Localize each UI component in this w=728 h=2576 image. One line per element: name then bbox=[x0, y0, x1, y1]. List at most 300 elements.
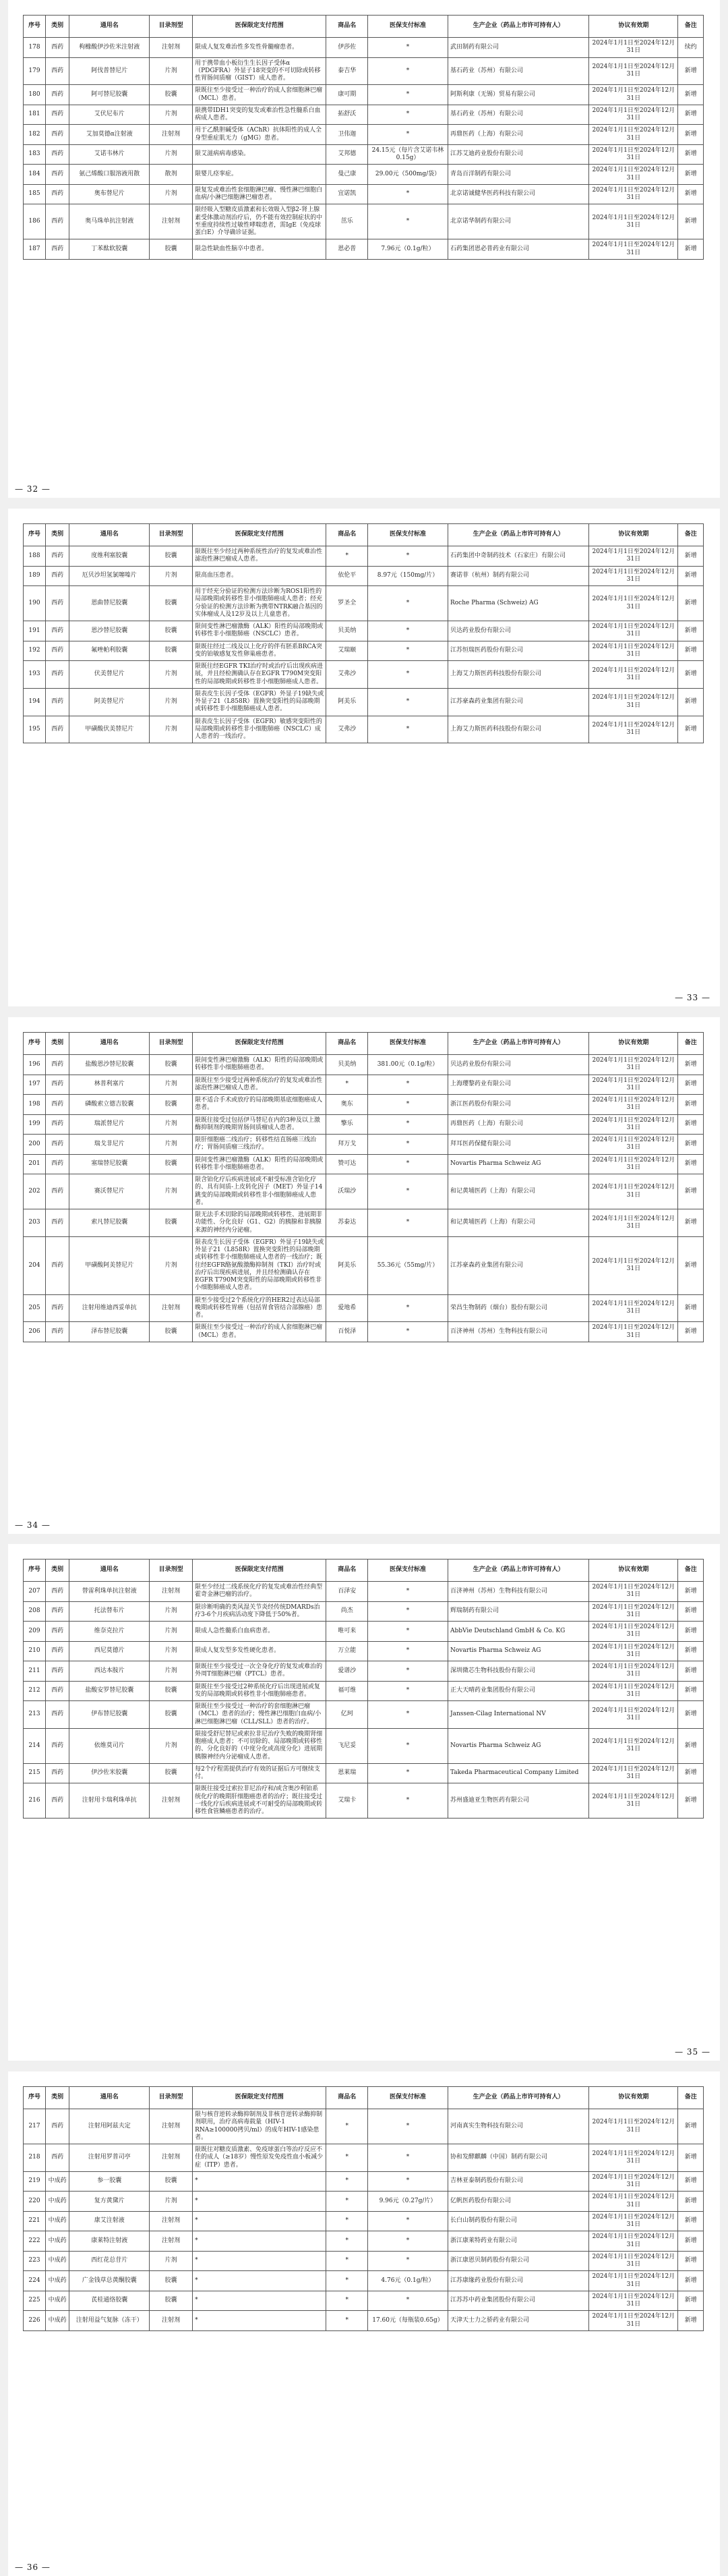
payment-standard-cell: * bbox=[368, 2171, 448, 2192]
generic-name-cell: 恩曲替尼胶囊 bbox=[69, 586, 150, 621]
payment-standard-cell: * bbox=[368, 85, 448, 105]
payment-standard-cell: * bbox=[368, 1641, 448, 1661]
remark-cell: 新增 bbox=[678, 688, 704, 716]
table-row bbox=[24, 2192, 704, 2212]
table-body bbox=[24, 38, 704, 260]
manufacturer-cell: Janssen-Cilag International NV bbox=[448, 1701, 588, 1729]
document-page-36 bbox=[8, 2071, 720, 2576]
coverage-scope-cell: * bbox=[193, 2171, 326, 2192]
manufacturer-cell: 浙江康莱特药业有限公司 bbox=[448, 2231, 588, 2252]
coverage-scope-cell: * bbox=[193, 2211, 326, 2231]
remark-cell: 新增 bbox=[678, 239, 704, 260]
drug-category-cell: 西药 bbox=[46, 1763, 69, 1783]
manufacturer-cell: 百济神州（苏州）生物科技有限公司 bbox=[448, 1322, 588, 1342]
payment-standard-cell: * bbox=[368, 2291, 448, 2311]
row-number-cell: 196 bbox=[24, 1055, 46, 1075]
manufacturer-cell: 正大天晴药业集团股份有限公司 bbox=[448, 1681, 588, 1701]
dosage-form-cell: 胶囊 bbox=[150, 1322, 193, 1342]
dosage-form-cell: 注射剂 bbox=[150, 38, 193, 58]
column-header-agreement-term: 协议有效期 bbox=[589, 1559, 678, 1582]
column-header-row-number: 序号 bbox=[24, 524, 46, 546]
agreement-term-cell: 2024年1月1日至2024年12月31日 bbox=[589, 1174, 678, 1209]
coverage-scope-cell: 限至少接受过2个系统化疗的HER2过表达局部晚期或转移性胃癌（包括胃食管结合部腺癌）患者。 bbox=[193, 1294, 326, 1322]
table-row bbox=[24, 57, 704, 85]
manufacturer-cell: Novartis Pharma Schweiz AG bbox=[448, 1154, 588, 1174]
manufacturer-cell: 青岛百洋制药有限公司 bbox=[448, 165, 588, 185]
column-header-brand-name: 商品名 bbox=[326, 16, 368, 38]
column-header-manufacturer: 生产企业（药品上市许可持有人） bbox=[448, 1559, 588, 1582]
manufacturer-cell: 拜耳医药保健有限公司 bbox=[448, 1135, 588, 1155]
table-row bbox=[24, 38, 704, 58]
table-header-row bbox=[24, 1559, 704, 1582]
agreement-term-cell: 2024年1月1日至2024年12月31日 bbox=[589, 2231, 678, 2252]
manufacturer-cell: 长白山制药股份有限公司 bbox=[448, 2211, 588, 2231]
generic-name-cell: 艾加莫德α注射液 bbox=[69, 125, 150, 145]
document-page-35 bbox=[8, 1544, 720, 2061]
table-row bbox=[24, 165, 704, 185]
dosage-form-cell: 片剂 bbox=[150, 144, 193, 165]
generic-name-cell: 度维利塞胶囊 bbox=[69, 546, 150, 567]
payment-standard-cell: * bbox=[368, 1661, 448, 1682]
generic-name-cell: 丁苯酞软胶囊 bbox=[69, 239, 150, 260]
column-header-brand-name: 商品名 bbox=[326, 1033, 368, 1055]
column-header-coverage-scope: 医保限定支付范围 bbox=[193, 1033, 326, 1055]
remark-cell: 新增 bbox=[678, 2231, 704, 2252]
dosage-form-cell: 片剂 bbox=[150, 2192, 193, 2212]
table-row bbox=[24, 621, 704, 641]
coverage-scope-cell: 限无法手术切除的局部晚期或转移性、进展期非功能性、分化良好（G1、G2）的胰腺和非胰腺来源的神经内分泌瘤。 bbox=[193, 1209, 326, 1237]
generic-name-cell: 枸橼酸伊沙佐米注射液 bbox=[69, 38, 150, 58]
coverage-scope-cell: 限急性缺血性脑卒中患者。 bbox=[193, 239, 326, 260]
column-header-remark: 备注 bbox=[678, 16, 704, 38]
payment-standard-cell: * bbox=[368, 1114, 448, 1135]
agreement-term-cell: 2024年1月1日至2024年12月31日 bbox=[589, 2192, 678, 2212]
table-body bbox=[24, 2109, 704, 2331]
manufacturer-cell: 北京诺华制药有限公司 bbox=[448, 204, 588, 239]
brand-name-cell: 艾邦德 bbox=[326, 144, 368, 165]
dosage-form-cell: 片剂 bbox=[150, 688, 193, 716]
row-number-cell: 214 bbox=[24, 1728, 46, 1763]
agreement-term-cell: 2024年1月1日至2024年12月31日 bbox=[589, 57, 678, 85]
drug-category-cell: 西药 bbox=[46, 641, 69, 661]
table-row bbox=[24, 2251, 704, 2271]
table-row bbox=[24, 566, 704, 586]
coverage-scope-cell: 限艾滋病病毒感染。 bbox=[193, 144, 326, 165]
row-number-cell: 225 bbox=[24, 2291, 46, 2311]
dosage-form-cell: 注射剂 bbox=[150, 2144, 193, 2172]
remark-cell: 新增 bbox=[678, 2311, 704, 2331]
brand-name-cell: 爱谱沙 bbox=[326, 1661, 368, 1682]
column-header-row-number: 序号 bbox=[24, 1559, 46, 1582]
column-header-dosage-form: 目录剂型 bbox=[150, 1033, 193, 1055]
drug-category-cell: 西药 bbox=[46, 105, 69, 125]
remark-cell: 新增 bbox=[678, 716, 704, 743]
generic-name-cell: 维奈克拉片 bbox=[69, 1622, 150, 1642]
agreement-term-cell: 2024年1月1日至2024年12月31日 bbox=[589, 144, 678, 165]
generic-name-cell: 注射用阿兹夫定 bbox=[69, 2109, 150, 2144]
generic-name-cell: 康莱特注射液 bbox=[69, 2231, 150, 2252]
coverage-scope-cell: 限表皮生长因子受体（EGFR）外显子19缺失或外显子21（L858R）置换突变阳性的局部晚期或转移性非小细胞肺癌成人患者。 bbox=[193, 688, 326, 716]
dosage-form-cell: 片剂 bbox=[150, 1622, 193, 1642]
page-number: — 36 — bbox=[15, 2563, 51, 2572]
dosage-form-cell: 片剂 bbox=[150, 105, 193, 125]
dosage-form-cell: 胶囊 bbox=[150, 2171, 193, 2192]
generic-name-cell: 注射用益气复脉（冻干） bbox=[69, 2311, 150, 2331]
drug-category-cell: 西药 bbox=[46, 1154, 69, 1174]
page-number: — 32 — bbox=[15, 484, 51, 494]
drug-category-cell: 西药 bbox=[46, 38, 69, 58]
coverage-scope-cell: * bbox=[193, 2291, 326, 2311]
payment-standard-cell: * bbox=[368, 57, 448, 85]
coverage-scope-cell: 限既往至少接受过一次全身化疗的复发或难治的外周T细胞淋巴瘤（PTCL）患者。 bbox=[193, 1661, 326, 1682]
row-number-cell: 180 bbox=[24, 85, 46, 105]
remark-cell: 新增 bbox=[678, 1236, 704, 1294]
drug-category-cell: 西药 bbox=[46, 1661, 69, 1682]
generic-name-cell: 广金钱草总黄酮胶囊 bbox=[69, 2271, 150, 2291]
brand-name-cell: 泰吉华 bbox=[326, 57, 368, 85]
table-row bbox=[24, 85, 704, 105]
generic-name-cell: 替雷利珠单抗注射液 bbox=[69, 1582, 150, 1602]
generic-name-cell: 注射用罗普司亭 bbox=[69, 2144, 150, 2172]
agreement-term-cell: 2024年1月1日至2024年12月31日 bbox=[589, 2171, 678, 2192]
column-header-drug-category: 类别 bbox=[46, 1033, 69, 1055]
column-header-agreement-term: 协议有效期 bbox=[589, 2087, 678, 2109]
brand-name-cell: 爱地希 bbox=[326, 1294, 368, 1322]
payment-standard-cell: * bbox=[368, 2211, 448, 2231]
row-number-cell: 186 bbox=[24, 204, 46, 239]
coverage-scope-cell: 限复发或难治性套细胞淋巴瘤、慢性淋巴细胞白血病/小淋巴细胞淋巴瘤患者。 bbox=[193, 184, 326, 204]
generic-name-cell: 托法替布片 bbox=[69, 1601, 150, 1622]
payment-standard-cell: * bbox=[368, 1294, 448, 1322]
drug-table bbox=[23, 1559, 704, 1819]
agreement-term-cell: 2024年1月1日至2024年12月31日 bbox=[589, 125, 678, 145]
remark-cell: 新增 bbox=[678, 1783, 704, 1819]
drug-category-cell: 西药 bbox=[46, 688, 69, 716]
generic-name-cell: 瑞戈非尼片 bbox=[69, 1135, 150, 1155]
row-number-cell: 211 bbox=[24, 1661, 46, 1682]
column-header-payment-standard: 医保支付标准 bbox=[368, 2087, 448, 2109]
drug-category-cell: 西药 bbox=[46, 2144, 69, 2172]
brand-name-cell: 尚杰 bbox=[326, 1601, 368, 1622]
manufacturer-cell: Takeda Pharmaceutical Company Limited bbox=[448, 1763, 588, 1783]
table-row bbox=[24, 2291, 704, 2311]
brand-name-cell: 康可期 bbox=[326, 85, 368, 105]
agreement-term-cell: 2024年1月1日至2024年12月31日 bbox=[589, 1294, 678, 1322]
drug-category-cell: 中成药 bbox=[46, 2271, 69, 2291]
brand-name-cell: 苏泰达 bbox=[326, 1209, 368, 1237]
remark-cell: 新增 bbox=[678, 1701, 704, 1729]
generic-name-cell: 艾伏尼布片 bbox=[69, 105, 150, 125]
dosage-form-cell: 胶囊 bbox=[150, 2291, 193, 2311]
brand-name-cell: 拜万戈 bbox=[326, 1135, 368, 1155]
payment-standard-cell: * bbox=[368, 1095, 448, 1115]
table-row bbox=[24, 2311, 704, 2331]
manufacturer-cell: 石药集团中奇制药技术（石家庄）有限公司 bbox=[448, 546, 588, 567]
agreement-term-cell: 2024年1月1日至2024年12月31日 bbox=[589, 38, 678, 58]
remark-cell: 续约 bbox=[678, 38, 704, 58]
dosage-form-cell: 胶囊 bbox=[150, 1763, 193, 1783]
agreement-term-cell: 2024年1月1日至2024年12月31日 bbox=[589, 2251, 678, 2271]
column-header-remark: 备注 bbox=[678, 524, 704, 546]
brand-name-cell: 百泽安 bbox=[326, 1582, 368, 1602]
brand-name-cell: * bbox=[326, 2291, 368, 2311]
table-row bbox=[24, 661, 704, 689]
payment-standard-cell: * bbox=[368, 641, 448, 661]
agreement-term-cell: 2024年1月1日至2024年12月31日 bbox=[589, 105, 678, 125]
dosage-form-cell: 片剂 bbox=[150, 2251, 193, 2271]
brand-name-cell: 宜诺凯 bbox=[326, 184, 368, 204]
generic-name-cell: 氟唑帕利胶囊 bbox=[69, 641, 150, 661]
brand-name-cell: * bbox=[326, 2311, 368, 2331]
payment-standard-cell: * bbox=[368, 38, 448, 58]
manufacturer-cell: AbbVie Deutschland GmbH & Co. KG bbox=[448, 1622, 588, 1642]
manufacturer-cell: 再鼎医药（上海）有限公司 bbox=[448, 125, 588, 145]
agreement-term-cell: 2024年1月1日至2024年12月31日 bbox=[589, 1095, 678, 1115]
brand-name-cell: 阿美乐 bbox=[326, 688, 368, 716]
column-header-remark: 备注 bbox=[678, 1559, 704, 1582]
drug-category-cell: 西药 bbox=[46, 144, 69, 165]
row-number-cell: 212 bbox=[24, 1681, 46, 1701]
dosage-form-cell: 片剂 bbox=[150, 1728, 193, 1763]
brand-name-cell: 恩必普 bbox=[326, 239, 368, 260]
column-header-row-number: 序号 bbox=[24, 2087, 46, 2109]
brand-name-cell: * bbox=[326, 2271, 368, 2291]
document-page-33 bbox=[8, 509, 720, 1006]
generic-name-cell: 奥布替尼片 bbox=[69, 184, 150, 204]
table-header-row bbox=[24, 1033, 704, 1055]
agreement-term-cell: 2024年1月1日至2024年12月31日 bbox=[589, 566, 678, 586]
manufacturer-cell: Novartis Pharma Schweiz AG bbox=[448, 1641, 588, 1661]
row-number-cell: 213 bbox=[24, 1701, 46, 1729]
drug-category-cell: 中成药 bbox=[46, 2231, 69, 2252]
manufacturer-cell: 协和发酵麒麟（中国）制药有限公司 bbox=[448, 2144, 588, 2172]
payment-standard-cell: 29.00元（500mg/袋） bbox=[368, 165, 448, 185]
dosage-form-cell: 片剂 bbox=[150, 1135, 193, 1155]
coverage-scope-cell: 用于乙酰胆碱受体（AChR）抗体阳性的成人全身型重症肌无力（gMG）患者。 bbox=[193, 125, 326, 145]
column-header-remark: 备注 bbox=[678, 2087, 704, 2109]
dosage-form-cell: 注射剂 bbox=[150, 1294, 193, 1322]
generic-name-cell: 恩沙替尼胶囊 bbox=[69, 621, 150, 641]
payment-standard-cell: * bbox=[368, 1209, 448, 1237]
remark-cell: 新增 bbox=[678, 144, 704, 165]
drug-category-cell: 西药 bbox=[46, 1783, 69, 1819]
table-row bbox=[24, 1294, 704, 1322]
drug-category-cell: 西药 bbox=[46, 1641, 69, 1661]
table-row bbox=[24, 1075, 704, 1095]
table-row bbox=[24, 2171, 704, 2192]
dosage-form-cell: 胶囊 bbox=[150, 1154, 193, 1174]
coverage-scope-cell: 限成人急性髓系白血病患者。 bbox=[193, 1622, 326, 1642]
coverage-scope-cell: 每2个疗程需提供治疗有效的证据后方可继续支付。 bbox=[193, 1763, 326, 1783]
brand-name-cell: 赞可达 bbox=[326, 1154, 368, 1174]
table-header-row bbox=[24, 16, 704, 38]
row-number-cell: 183 bbox=[24, 144, 46, 165]
dosage-form-cell: 片剂 bbox=[150, 184, 193, 204]
payment-standard-cell: * bbox=[368, 2144, 448, 2172]
coverage-scope-cell: 限既往至少接受过一种治疗的成人套细胞淋巴瘤（MCL）患者。 bbox=[193, 1322, 326, 1342]
remark-cell: 新增 bbox=[678, 57, 704, 85]
remark-cell: 新增 bbox=[678, 184, 704, 204]
row-number-cell: 215 bbox=[24, 1763, 46, 1783]
manufacturer-cell: 阿斯利康（无锡）贸易有限公司 bbox=[448, 85, 588, 105]
generic-name-cell: 盐酸恩沙替尼胶囊 bbox=[69, 1055, 150, 1075]
row-number-cell: 202 bbox=[24, 1174, 46, 1209]
payment-standard-cell: * bbox=[368, 1601, 448, 1622]
table-row bbox=[24, 239, 704, 260]
generic-name-cell: 西达本胺片 bbox=[69, 1661, 150, 1682]
agreement-term-cell: 2024年1月1日至2024年12月31日 bbox=[589, 1209, 678, 1237]
drug-category-cell: 西药 bbox=[46, 57, 69, 85]
coverage-scope-cell: 限含铂化疗后疾病进展或不耐受标准含铂化疗的、具有间质-上皮转化因子（MET）外显子14跳变的局部晚期或转移性非小细胞肺癌成人患者。 bbox=[193, 1174, 326, 1209]
brand-name-cell: 伊莎佐 bbox=[326, 38, 368, 58]
brand-name-cell: * bbox=[326, 2109, 368, 2144]
row-number-cell: 218 bbox=[24, 2144, 46, 2172]
coverage-scope-cell: 限成人复发难治性多发性骨髓瘤患者。 bbox=[193, 38, 326, 58]
payment-standard-cell: 55.36元（55mg/片） bbox=[368, 1236, 448, 1294]
row-number-cell: 204 bbox=[24, 1236, 46, 1294]
coverage-scope-cell: 限既往至少接受过2种系统化疗后出现进展或复发的局部晚期或转移性非小细胞肺癌患者。 bbox=[193, 1681, 326, 1701]
drug-category-cell: 西药 bbox=[46, 621, 69, 641]
drug-category-cell: 西药 bbox=[46, 1622, 69, 1642]
agreement-term-cell: 2024年1月1日至2024年12月31日 bbox=[589, 2291, 678, 2311]
agreement-term-cell: 2024年1月1日至2024年12月31日 bbox=[589, 716, 678, 743]
agreement-term-cell: 2024年1月1日至2024年12月31日 bbox=[589, 1728, 678, 1763]
column-header-brand-name: 商品名 bbox=[326, 1559, 368, 1582]
agreement-term-cell: 2024年1月1日至2024年12月31日 bbox=[589, 688, 678, 716]
column-header-manufacturer: 生产企业（药品上市许可持有人） bbox=[448, 1033, 588, 1055]
dosage-form-cell: 胶囊 bbox=[150, 641, 193, 661]
brand-name-cell: * bbox=[326, 546, 368, 567]
agreement-term-cell: 2024年1月1日至2024年12月31日 bbox=[589, 2311, 678, 2331]
manufacturer-cell: 百济神州（苏州）生物科技有限公司 bbox=[448, 1582, 588, 1602]
dosage-form-cell: 散剂 bbox=[150, 165, 193, 185]
generic-name-cell: 芪桂通络胶囊 bbox=[69, 2291, 150, 2311]
remark-cell: 新增 bbox=[678, 204, 704, 239]
dosage-form-cell: 片剂 bbox=[150, 661, 193, 689]
table-row bbox=[24, 586, 704, 621]
remark-cell: 新增 bbox=[678, 165, 704, 185]
drug-category-cell: 西药 bbox=[46, 204, 69, 239]
generic-name-cell: 氨己烯酸口服溶液用散 bbox=[69, 165, 150, 185]
payment-standard-cell: * bbox=[368, 621, 448, 641]
agreement-term-cell: 2024年1月1日至2024年12月31日 bbox=[589, 641, 678, 661]
column-header-drug-category: 类别 bbox=[46, 1559, 69, 1582]
coverage-scope-cell: 限既往对糖皮质激素、免疫球蛋白等治疗反应不佳的成人（≥18岁）慢性原发免疫性血小板减少症（ITP）患者。 bbox=[193, 2144, 326, 2172]
dosage-form-cell: 胶囊 bbox=[150, 586, 193, 621]
row-number-cell: 188 bbox=[24, 546, 46, 567]
coverage-scope-cell: 限间变性淋巴瘤激酶（ALK）阳性的局部晚期或转移性非小细胞肺癌患者。 bbox=[193, 1154, 326, 1174]
column-header-payment-standard: 医保支付标准 bbox=[368, 524, 448, 546]
column-header-agreement-term: 协议有效期 bbox=[589, 524, 678, 546]
remark-cell: 新增 bbox=[678, 1075, 704, 1095]
drug-category-cell: 西药 bbox=[46, 1701, 69, 1729]
row-number-cell: 217 bbox=[24, 2109, 46, 2144]
generic-name-cell: 西尼莫德片 bbox=[69, 1641, 150, 1661]
row-number-cell: 198 bbox=[24, 1095, 46, 1115]
column-header-dosage-form: 目录剂型 bbox=[150, 2087, 193, 2109]
generic-name-cell: 泽布替尼胶囊 bbox=[69, 1322, 150, 1342]
manufacturer-cell: 上海璎黎药业有限公司 bbox=[448, 1075, 588, 1095]
drug-category-cell: 西药 bbox=[46, 1114, 69, 1135]
row-number-cell: 210 bbox=[24, 1641, 46, 1661]
dosage-form-cell: 片剂 bbox=[150, 716, 193, 743]
payment-standard-cell: 7.96元（0.1g/粒） bbox=[368, 239, 448, 260]
row-number-cell: 203 bbox=[24, 1209, 46, 1237]
agreement-term-cell: 2024年1月1日至2024年12月31日 bbox=[589, 184, 678, 204]
agreement-term-cell: 2024年1月1日至2024年12月31日 bbox=[589, 1622, 678, 1642]
generic-name-cell: 艾诺韦林片 bbox=[69, 144, 150, 165]
brand-name-cell: * bbox=[326, 2192, 368, 2212]
remark-cell: 新增 bbox=[678, 125, 704, 145]
brand-name-cell: 奥东 bbox=[326, 1095, 368, 1115]
coverage-scope-cell: 限与核苷逆转录酶抑制剂及非核苷逆转录酶抑制剂联用，治疗高病毒载量（HIV-1 RNA≥100000拷贝/ml）的成年HIV-1感染患者。 bbox=[193, 2109, 326, 2144]
coverage-scope-cell: 限肝细胞癌二线治疗；转移性结直肠癌三线治疗；胃肠间质瘤三线治疗。 bbox=[193, 1135, 326, 1155]
agreement-term-cell: 2024年1月1日至2024年12月31日 bbox=[589, 1681, 678, 1701]
table-row bbox=[24, 1641, 704, 1661]
remark-cell: 新增 bbox=[678, 2192, 704, 2212]
remark-cell: 新增 bbox=[678, 1055, 704, 1075]
drug-category-cell: 西药 bbox=[46, 1601, 69, 1622]
table-row bbox=[24, 1209, 704, 1237]
payment-standard-cell: * bbox=[368, 546, 448, 567]
row-number-cell: 220 bbox=[24, 2192, 46, 2212]
column-header-generic-name: 通用名 bbox=[69, 1559, 150, 1582]
dosage-form-cell: 片剂 bbox=[150, 1236, 193, 1294]
remark-cell: 新增 bbox=[678, 2144, 704, 2172]
column-header-agreement-term: 协议有效期 bbox=[589, 16, 678, 38]
coverage-scope-cell: 限成人复发型多发性硬化患者。 bbox=[193, 1641, 326, 1661]
payment-standard-cell: * bbox=[368, 105, 448, 125]
table-row bbox=[24, 1601, 704, 1622]
row-number-cell: 209 bbox=[24, 1622, 46, 1642]
manufacturer-cell: 贝达药业股份有限公司 bbox=[448, 1055, 588, 1075]
agreement-term-cell: 2024年1月1日至2024年12月31日 bbox=[589, 1601, 678, 1622]
drug-category-cell: 中成药 bbox=[46, 2251, 69, 2271]
row-number-cell: 206 bbox=[24, 1322, 46, 1342]
dosage-form-cell: 胶囊 bbox=[150, 1209, 193, 1237]
coverage-scope-cell: 限既往经EGFR TKI治疗时或治疗后出现疾病进展，并且经检测确认存在EGFR T790M突变阳性的局部晚期或转移性非小细胞肺癌成人患者。 bbox=[193, 661, 326, 689]
dosage-form-cell: 注射剂 bbox=[150, 2211, 193, 2231]
remark-cell: 新增 bbox=[678, 1622, 704, 1642]
agreement-term-cell: 2024年1月1日至2024年12月31日 bbox=[589, 1661, 678, 1682]
coverage-scope-cell: * bbox=[193, 2192, 326, 2212]
dosage-form-cell: 片剂 bbox=[150, 1174, 193, 1209]
agreement-term-cell: 2024年1月1日至2024年12月31日 bbox=[589, 1641, 678, 1661]
drug-category-cell: 西药 bbox=[46, 566, 69, 586]
remark-cell: 新增 bbox=[678, 1154, 704, 1174]
dosage-form-cell: 胶囊 bbox=[150, 2271, 193, 2291]
brand-name-cell: 罗圣全 bbox=[326, 586, 368, 621]
coverage-scope-cell: * bbox=[193, 2231, 326, 2252]
remark-cell: 新增 bbox=[678, 2271, 704, 2291]
payment-standard-cell: 4.76元（0.1g/粒） bbox=[368, 2271, 448, 2291]
manufacturer-cell: 基石药业（苏州）有限公司 bbox=[448, 57, 588, 85]
dosage-form-cell: 注射剂 bbox=[150, 125, 193, 145]
payment-standard-cell: * bbox=[368, 1154, 448, 1174]
brand-name-cell: 拓舒沃 bbox=[326, 105, 368, 125]
dosage-form-cell: 胶囊 bbox=[150, 85, 193, 105]
dosage-form-cell: 注射剂 bbox=[150, 2109, 193, 2144]
brand-name-cell: 万立能 bbox=[326, 1641, 368, 1661]
manufacturer-cell: 贝达药业股份有限公司 bbox=[448, 621, 588, 641]
remark-cell: 新增 bbox=[678, 546, 704, 567]
payment-standard-cell: * bbox=[368, 716, 448, 743]
manufacturer-cell: 深圳微芯生物科技股份有限公司 bbox=[448, 1661, 588, 1682]
brand-name-cell: 阿美乐 bbox=[326, 1236, 368, 1294]
generic-name-cell: 注射用卡瑞利珠单抗 bbox=[69, 1783, 150, 1819]
table-row bbox=[24, 1661, 704, 1682]
column-header-dosage-form: 目录剂型 bbox=[150, 1559, 193, 1582]
